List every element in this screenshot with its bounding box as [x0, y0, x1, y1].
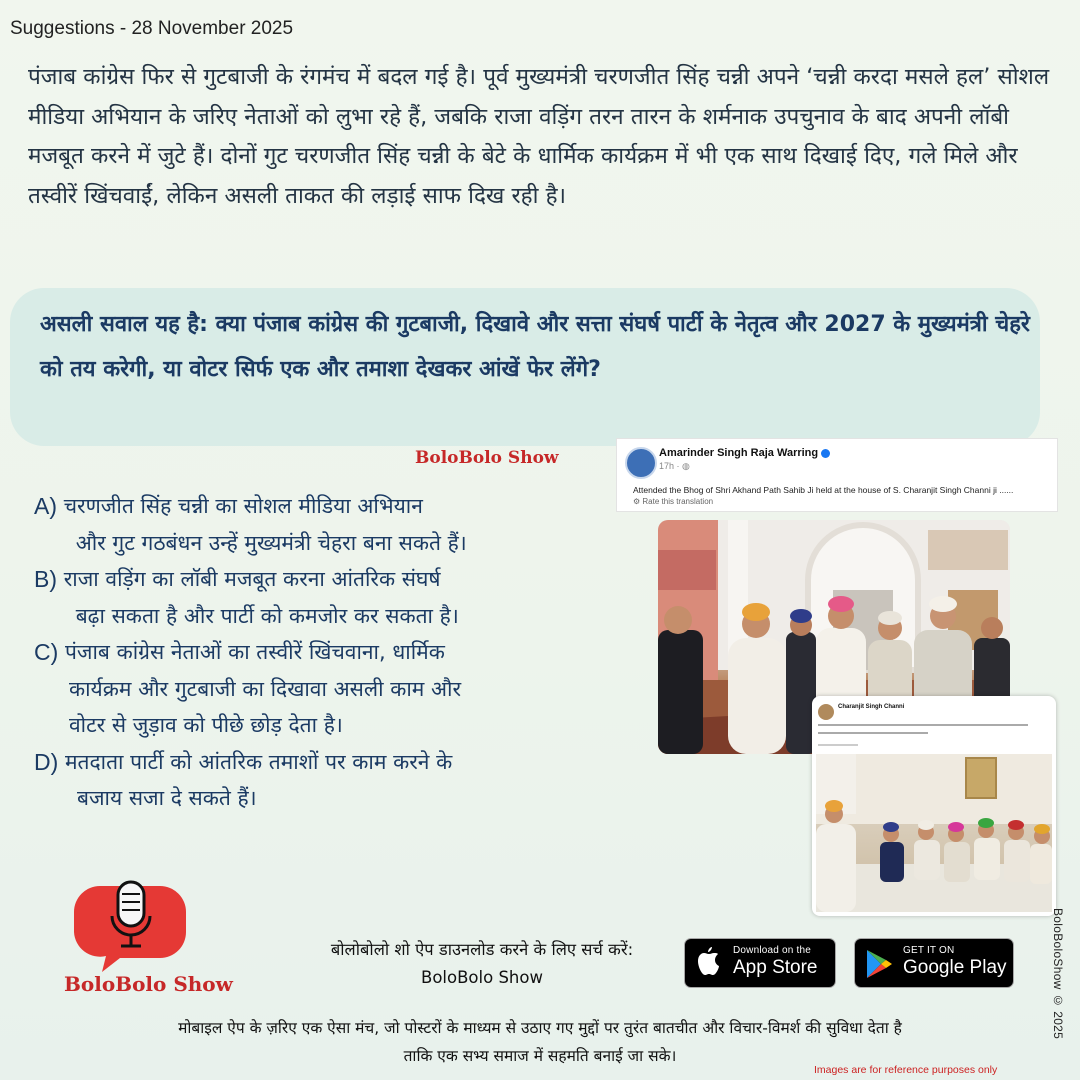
logo-brand-text: BoloBolo Show [64, 972, 233, 996]
app-store-big-text: App Store [733, 957, 818, 978]
copyright: BoloBoloShow © 2025 [1051, 908, 1065, 1040]
globe-icon: ◍ [682, 461, 690, 471]
social-post-card-2 [812, 696, 1056, 916]
options-list [34, 488, 654, 817]
option-line: और गुट गठबंधन उन्हें मुख्यमंत्री चेहरा बना सकते हैं। [75, 530, 467, 555]
footer-line: मोबाइल ऐप के ज़रिए एक ऐसा मंच, जो पोस्टरों के माध्यम से उठाए गए मुद्दों पर तुरंत बातचीत और विचार-विमर्श की सुविधा देता है [178, 1019, 902, 1037]
post-time: 17h · ◍ [659, 461, 690, 471]
google-play-big-text: Google Play [903, 957, 1007, 978]
option-c[interactable] [34, 634, 654, 744]
option-line: कार्यक्रम और गुटबाजी का दिखावा असली काम और [68, 676, 462, 701]
option-text [65, 634, 654, 744]
option-line: वोटर से जुड़ाव को पीछे छोड़ देता है। [68, 713, 343, 737]
option-line: बढ़ा सकता है और पार्टी को कमजोर कर सकता है। [75, 603, 459, 628]
question-box [10, 288, 1040, 446]
play-icon [865, 949, 893, 984]
option-a[interactable] [34, 488, 654, 561]
verified-icon [821, 449, 830, 458]
option-line: चरणजीत सिंह चन्नी का सोशल मीडिया अभियान [63, 494, 423, 518]
option-line: मतदाता पार्टी को आंतरिक तमाशों पर काम करने के [64, 749, 453, 774]
option-text [65, 744, 654, 817]
option-letter: C) [34, 639, 59, 665]
option-letter: A) [34, 493, 57, 519]
rate-translation-link[interactable]: Rate this translation [642, 497, 714, 506]
apple-icon [697, 947, 721, 984]
app-store-small-text: Download on the [733, 945, 812, 956]
option-line: बजाय सजा दे सकते हैं। [76, 786, 257, 810]
avatar [818, 704, 834, 720]
gathering-photo-illustration [816, 754, 1052, 912]
footer-text [40, 1014, 1040, 1070]
question-text: असली सवाल यह है: क्या पंजाब कांग्रेस की गुटबाजी, दिखावे और सत्ता संघर्ष पार्टी के नेतृत्व और 2027 के मुख्यमंत्री चेहरे को तय करेगी, या वोटर सिर्फ एक और तमाशा देखकर आंखें फेर लेंगे? [40, 312, 1030, 382]
post2-author: Charanjit Singh Channi [838, 704, 905, 710]
gear-icon: ⚙ [633, 497, 643, 506]
post-text: Attended the Bhog of Shri Akhand Path Sahib Ji held at the house of S. Charanjit Singh Channi ji ...... [633, 485, 1014, 495]
option-letter: B) [34, 566, 57, 592]
google-play-button[interactable] [854, 938, 1014, 988]
option-text [64, 561, 654, 634]
microphone-icon [64, 876, 224, 976]
option-b[interactable] [34, 561, 654, 634]
option-d[interactable] [34, 744, 654, 817]
app-download-text [272, 936, 692, 992]
app-download-name: BoloBolo Show [421, 968, 543, 987]
avatar [625, 447, 657, 479]
rate-translation [633, 497, 713, 506]
header-date: Suggestions - 28 November 2025 [10, 18, 294, 39]
social-post-card [616, 438, 1058, 512]
option-letter: D) [34, 748, 59, 775]
google-play-small-text: GET IT ON [903, 945, 955, 956]
option-line: पंजाब कांग्रेस नेताओं का तस्वीरें खिंचवाना, धार्मिक [64, 640, 445, 664]
post-author-wrap [659, 447, 830, 459]
app-store-button[interactable] [684, 938, 836, 988]
disclaimer: Images are for reference purposes only [814, 1064, 998, 1076]
option-line: राजा वड़िंग का लॉबी मजबूत करना आंतरिक संघर्ष [63, 567, 441, 591]
footer-line: ताकि एक सभ्य समाज में सहमति बनाई जा सके। [403, 1047, 677, 1065]
text-line [818, 724, 1028, 726]
brand-watermark: BoloBolo Show [415, 448, 559, 468]
text-line [818, 732, 928, 734]
text-line [818, 744, 858, 746]
app-download-line: बोलोबोलो शो ऐप डाउनलोड करने के लिए सर्च करें: [330, 940, 634, 959]
gathering-photo [816, 754, 1052, 912]
intro-paragraph: पंजाब कांग्रेस फिर से गुटबाजी के रंगमंच में बदल गई है। पूर्व मुख्यमंत्री चरणजीत सिंह चन्नी अपने ‘चन्नी करदा मसले हल’ सोशल मीडिया अभियान के जरिए नेताओं को लुभा रहे हैं, जबकि राजा वड़िंग तरन तारन के शर्मनाक उपचुनाव के बाद अपनी लॉबी मजबूत करने में जुटे हैं। दोनों गुट चरणजीत सिंह चन्नी के बेटे के धार्मिक कार्यक्रम में भी एक साथ दिखाई दिए, गले मिले और तस्वीरें खिंचवाईं, लेकिन असली ताकत की लड़ाई साफ दिख रही है। [28, 64, 1050, 209]
post-author: Amarinder Singh Raja Warring [659, 447, 819, 459]
option-text [64, 488, 654, 561]
